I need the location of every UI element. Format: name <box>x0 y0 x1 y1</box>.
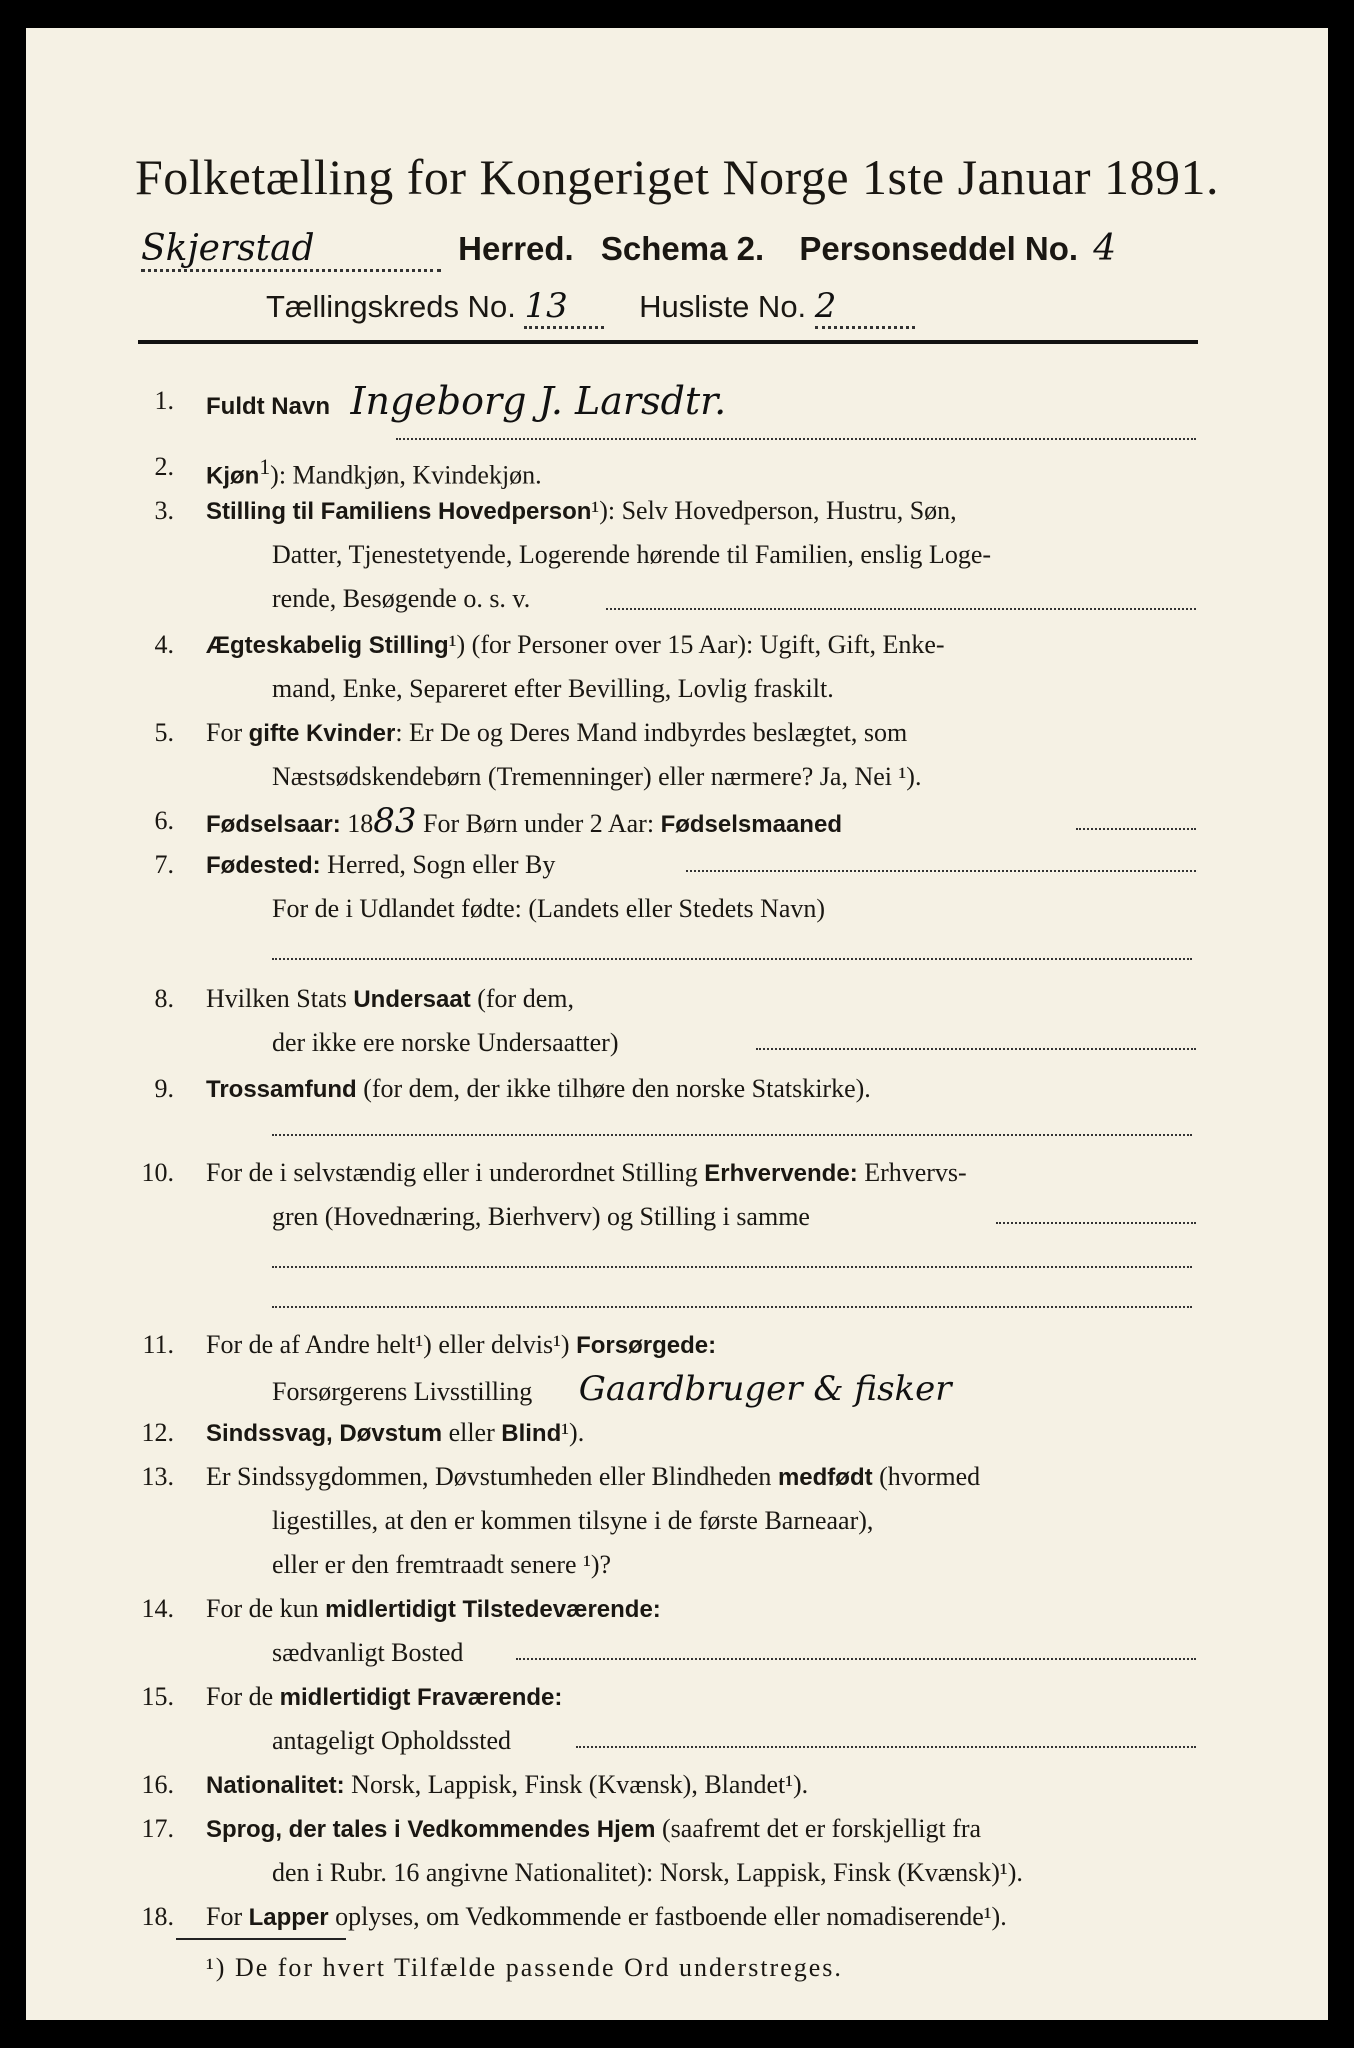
header-line-1 <box>141 228 1116 272</box>
footnote-rule <box>176 1938 346 1940</box>
schema-label: Schema 2. <box>600 230 765 267</box>
census-form: Folketælling for Kongeriget Norge 1ste Januar 1891. Skjerstad Herred. Schema 2. Personseddel No. 4 Tællingskreds No. 13 Husliste No. 2 1. Fuldt Navn Ingeborg J. Larsdtr. 2. Kjøn$^1$): Mandkjøn, Kvindekjøn. 3. Stilling til Familiens Hovedperson¹): Selv Hovedperson, Hustru, Søn, Datter, Tjenestetyende, Logerende hørende til Familien, enslig Loge- rende, Besøgende o. s. v. 4. Ægteskabelig Stilling¹) (for Personer over 15 Aar): Ugift, Gift, Enke- mand, Enke, Separeret efter Bevilling, Lovlig fraskilt. 5. For gifte Kvinder: Er De og Deres Mand indbyrdes beslægtet, som Næstsødskendebørn (Tremenninger) eller nærmere? Ja, Nei ¹). 6. Fødselsaar: 1883 For Børn under 2 Aar: Fødselsmaaned 7. Fødested: Herred, Sogn eller By For de i Udlandet fødte: (Landets eller Stedets Navn) 8. Hvilken Stats Undersaat (for dem, der ikke ere norske Undersaatter) 9. Trossamfund (for dem, der ikke tilhøre den norske Statskirke). 10. For de i selvstændig eller i underordnet Stilling Erhvervende: Erhvervs- gren (Hovednæring, Bierhverv) og Stilling i samme 11. For de af Andre helt¹) eller delvis¹) Forsørgede: Forsørgerens Livsstilling Gaardbruger & fisker 12. Sindssvag, Døvstum eller Blind¹). 13. Er Sindssygdommen, Døvstumheden eller Blindheden medfødt (hvormed ligestilles, at den er kommen tilsyne i de første Barneaar), eller er den fremtraadt senere ¹)? 14. For de kun midlertidigt Tilstedeværende: sædvanligt Bosted 15. For de midlertidigt Fraværende: antageligt Opholdssted 16. Nationalitet: Norsk, Lappisk, Finsk (Kvænsk), Blandet¹). 17. Sprog, der tales i Vedkommendes Hjem (saafremt det er forskjelligt fra den i Rubr. 16 angivne Nationalitet): Norsk, Lappisk, Finsk (Kvænsk)¹). 18. For Lapper oplyses, om Vedkommende er fastboende eller nomadiserende¹). ¹) De for hvert Tilfælde passende Ord understreges. <box>26 28 1328 2020</box>
personseddel-label: Personseddel No. <box>799 230 1079 267</box>
full-name-value: Ingeborg J. Larsdtr. <box>350 380 727 423</box>
herred-label: Herred. <box>458 230 574 267</box>
form-title: Folketælling for Kongeriget Norge 1ste Januar 1891. <box>134 149 1220 205</box>
header-line-2 <box>266 286 915 329</box>
birth-year-value: 83 <box>373 801 417 841</box>
header-rule <box>138 340 1198 344</box>
herred-name: Skjerstad <box>141 228 441 272</box>
footnote: ¹) De for hvert Tilfælde passende Ord understreges. <box>206 1953 843 1982</box>
kreds-label: Tællingskreds No. <box>266 289 516 324</box>
provider-occupation-value: Gaardbruger & fisker <box>578 1369 952 1409</box>
item-number: 1. <box>154 386 174 415</box>
dot-line <box>396 438 1196 440</box>
personseddel-no: 4 <box>1093 228 1117 269</box>
husliste-no: 2 <box>815 286 915 329</box>
item-label: Fuldt Navn <box>206 393 330 420</box>
kreds-no: 13 <box>524 286 604 329</box>
husliste-label: Husliste No. <box>639 289 807 324</box>
